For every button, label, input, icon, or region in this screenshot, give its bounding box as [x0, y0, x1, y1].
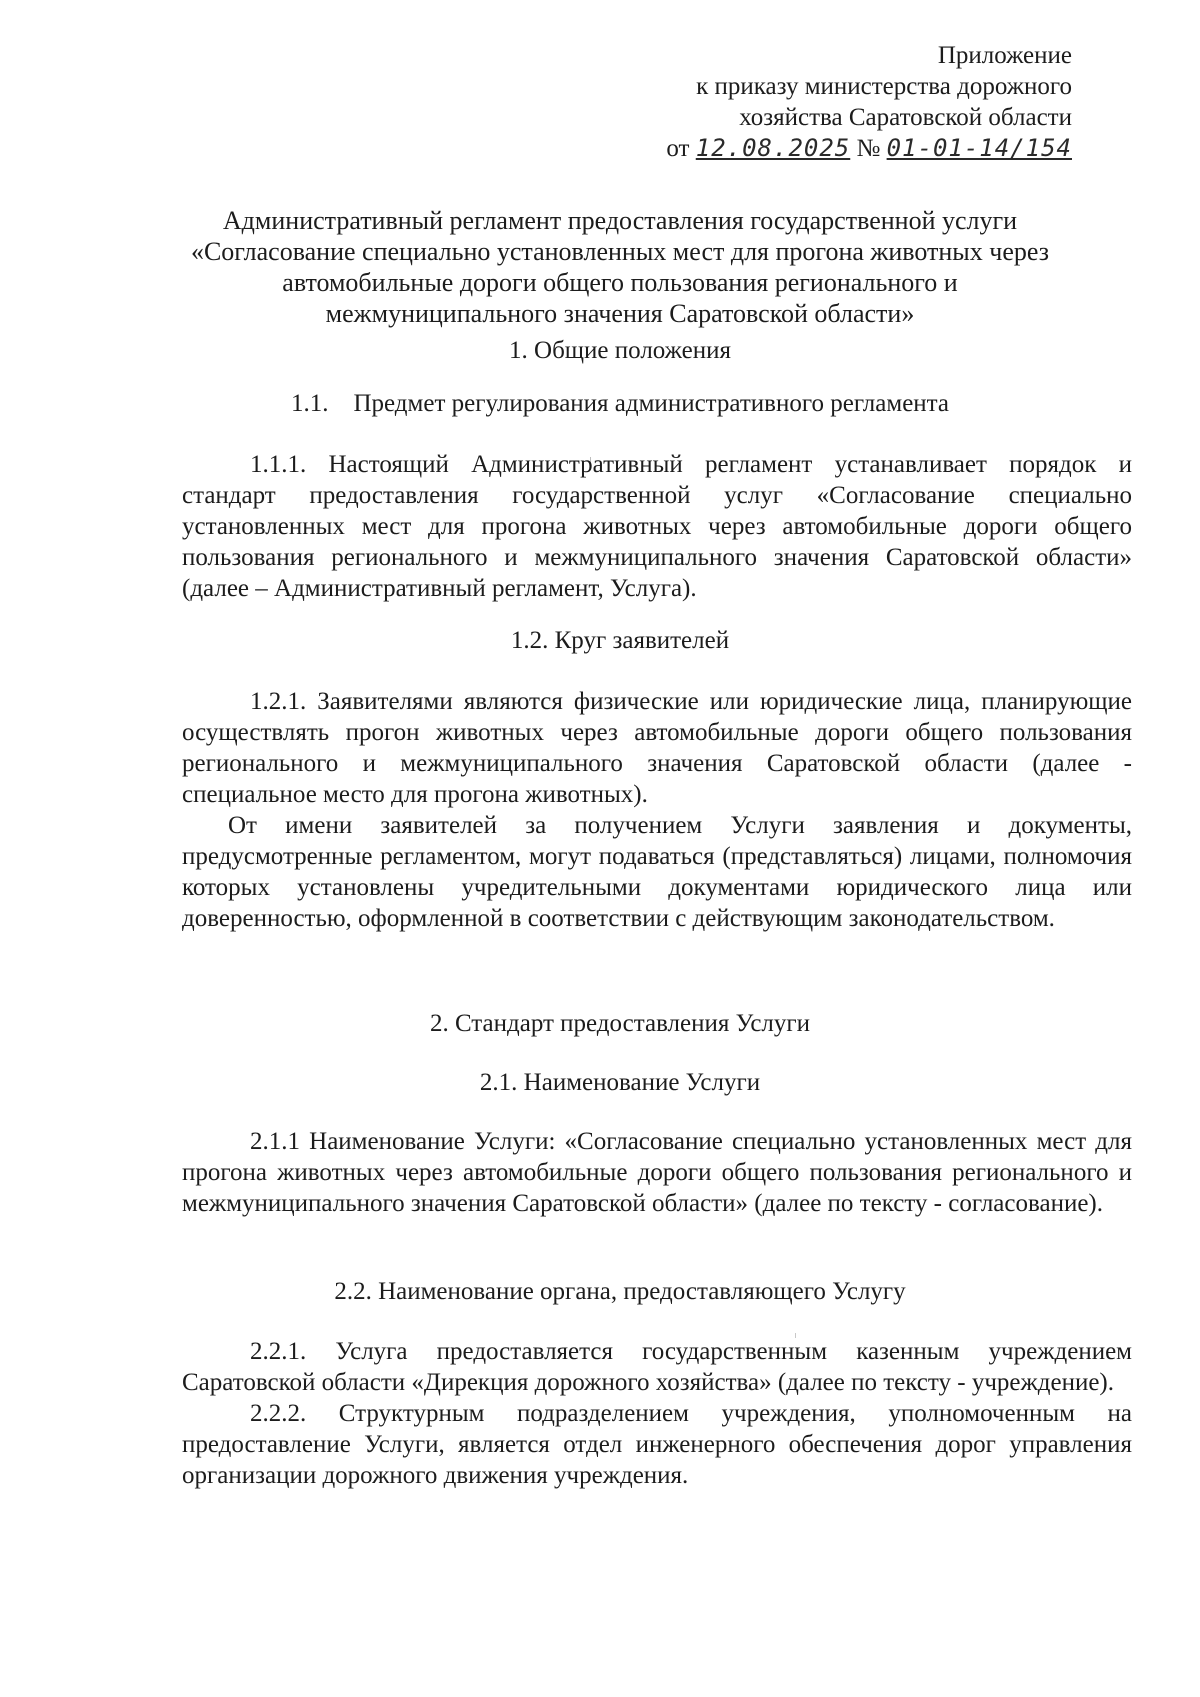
paragraph-1-1-1 — [182, 449, 1132, 604]
paragraph-1-2-1 — [182, 686, 1132, 934]
title-line-3: автомобильные дороги общего пользования регионального и — [282, 268, 958, 297]
paragraph-2-2-2-text: 2.2.2. Структурным подразделением учреждения, уполномоченным на предоставление Услуги, является отдел инженерного обеспечения дорог управления организации дорожного движения учреждения. — [182, 1400, 1132, 1489]
paragraph-2-2 — [182, 1336, 1132, 1491]
order-date-number-line — [666, 133, 1072, 164]
handwritten-date: 12.08.2025 — [695, 134, 851, 162]
document-title — [150, 205, 1090, 329]
order-prefix: от — [666, 135, 690, 162]
appendix-line-3: хозяйства Саратовской области — [739, 104, 1072, 131]
paragraph-2-1-1-text: 2.1.1 Наименование Услуги: «Согласование специально установленных мест для прогона животных через автомобильные дороги общего пользования регионального и межмуниципального значения Саратовской области» (далее по тексту - согласование). — [182, 1128, 1132, 1217]
section-2-1-heading: 2.1. Наименование Услуги — [479, 1069, 761, 1096]
paragraph-1-1-1-text: 1.1.1. Настоящий Административный регламент устанавливает порядок и стандарт предоставления государственной услуг «Согласование специально установленных мест для прогона животных через автомобильные дороги общего пользования регионального и межмуниципального значения Саратовской области» (далее – Административный регламент, Услуга). — [182, 451, 1132, 602]
title-line-4: межмуниципального значения Саратовской области» — [325, 299, 915, 328]
paragraph-2-1-1 — [182, 1126, 1132, 1219]
title-line-2: «Согласование специально установленных мест для прогона животных через — [190, 237, 1050, 266]
section-2-2-heading: 2.2. Наименование органа, предоставляющего Услугу — [334, 1278, 906, 1305]
section-2-heading: 2. Стандарт предоставления Услуги — [429, 1010, 811, 1037]
paragraph-2-2-1-text: 2.2.1. Услуга предоставляется государственным казенным учреждением Саратовской области «Дирекция дорожного хозяйства» (далее по тексту - учреждение). — [182, 1338, 1132, 1396]
paragraph-1-2-1-representatives: От имени заявителей за получением Услуги заявления и документы, предусмотренные регламентом, могут подаваться (представляться) лицами, полномочия которых установлены учредительными документами юридического лица или доверенностью, оформленной в соответствии с действующим законодательством. — [182, 812, 1132, 932]
appendix-line-1: Приложение — [937, 42, 1072, 69]
section-1-2-heading: 1.2. Круг заявителей — [510, 627, 730, 654]
appendix-line-2: к приказу министерства дорожного — [696, 73, 1072, 100]
section-1-1-heading: 1.1. Предмет регулирования административного регламента — [290, 390, 949, 417]
paragraph-1-2-1-text: 1.2.1. Заявителями являются физические или юридические лица, планирующие осуществлять прогон животных через автомобильные дороги общего пользования регионального и межмуниципального значения Саратовской области (далее - специальное место для прогона животных). — [182, 688, 1132, 808]
section-1-heading: 1. Общие положения — [509, 337, 731, 364]
appendix-block — [666, 40, 1072, 164]
number-sign: № — [856, 135, 881, 162]
handwritten-order-number: 01-01-14/154 — [886, 134, 1072, 162]
title-line-1: Административный регламент предоставления государственной услуги — [222, 206, 1018, 235]
